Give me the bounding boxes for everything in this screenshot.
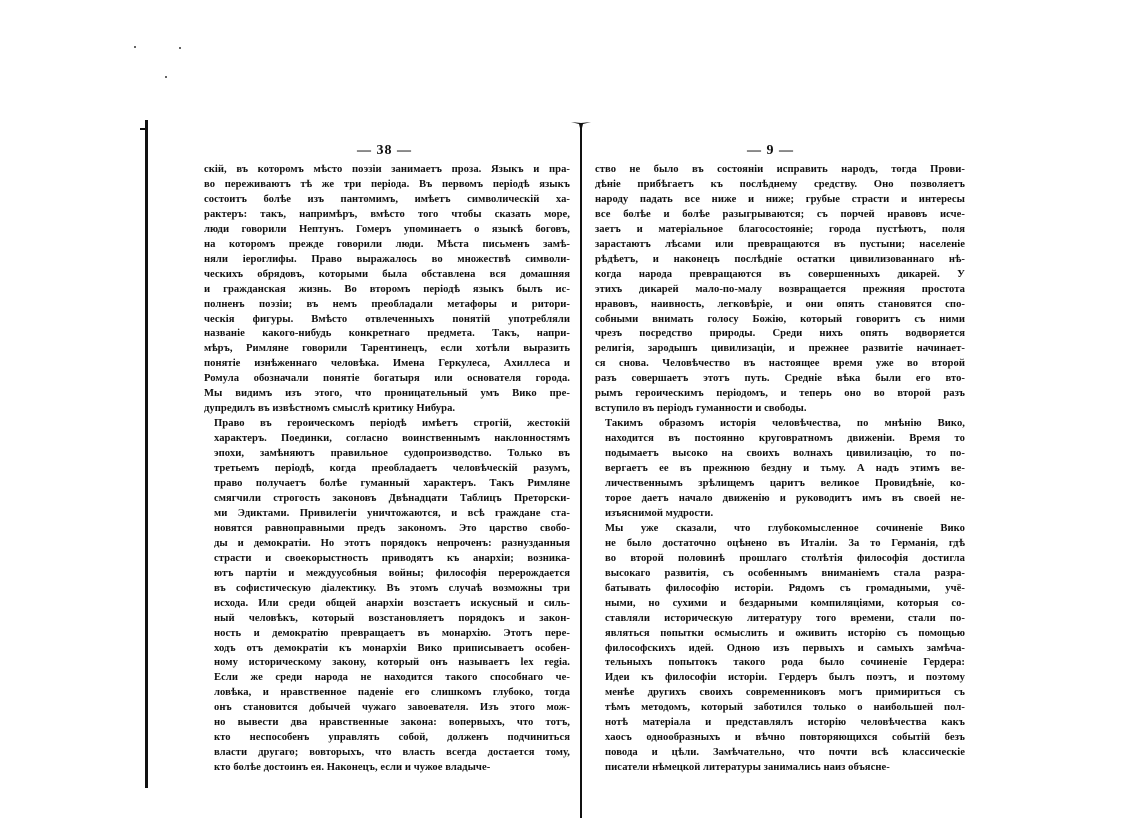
right-paragraph-1 xyxy=(595,163,965,417)
text-line: нотѣ матеріала и представлялъ исторію человѣчества какъ xyxy=(605,717,965,729)
text-line: мѣръ, Римляне говорили Тарентинецъ, если хотѣли выразить xyxy=(204,343,570,355)
text-line: философскихъ идей. Одною изъ первыхъ и самыхъ замѣча- xyxy=(605,642,965,654)
text-line: народу падать все ниже и ниже; грубые страсти и интересы xyxy=(595,193,965,205)
text-line: ность и демократію превращаетъ въ монархію. Этотъ пере- xyxy=(214,627,570,639)
text-line: ческихъ обрядовъ, которыми была обставлена вся домашняя xyxy=(204,268,570,280)
left-page-number: — 38 — xyxy=(357,143,412,158)
text-line: хаосъ однообразныхъ и вѣчно повторяющихся событій безъ xyxy=(605,732,965,744)
right-paragraph-3 xyxy=(595,522,965,776)
right-page-number: — 9 — xyxy=(747,143,794,158)
text-line: во переживаютъ тѣ же три періода. Въ первомъ періодѣ языкъ xyxy=(204,178,570,190)
text-line: Идеи къ философіи исторіи. Гердеръ былъ поэтъ, и поэтому xyxy=(605,672,965,684)
left-paragraph-2 xyxy=(204,417,570,776)
text-line: третьемъ періодѣ, когда преобладаетъ человѣческій разумъ, xyxy=(214,463,570,475)
text-line: батывать философію исторіи. Рядомъ съ громадными, учё- xyxy=(605,582,965,594)
text-line: онъ становится добычей чужаго завоевателя. Изъ этого мож- xyxy=(214,702,570,714)
text-line: рактеръ: такъ, напримѣръ, вмѣсто того чтобы сказать море, xyxy=(204,208,570,220)
text-line: понятіе изнѣженнаго человѣка. Имена Геркулеса, Ахиллеса и xyxy=(204,358,570,370)
text-line: разъ совершаетъ этотъ путь. Средніе вѣка были его вто- xyxy=(595,373,965,385)
text-line: право получаетъ болѣе гуманный характеръ. Такъ Римляне xyxy=(214,478,570,490)
text-line: названіе какого-нибудь конкретнаго предмета. Такъ, напри- xyxy=(204,328,570,340)
right-paragraph-2 xyxy=(595,417,965,522)
text-line: чрезъ посредство природы. Среди нихъ опять водворяется xyxy=(595,328,965,340)
text-line: ный человѣкъ, который возстановляетъ порядокъ и закон- xyxy=(214,612,570,624)
left-paragraph-1 xyxy=(204,163,570,417)
text-line: но вывести два нравственные закона: вопервыхъ, что тотъ, xyxy=(214,717,570,729)
text-line: ловѣка, и нравственное паденіе его слишкомъ глубоко, тогда xyxy=(214,687,570,699)
text-line: являться попытки осмыслить и оживить исторію съ помощью xyxy=(605,627,965,639)
text-line: въ софистическую діалектику. Въ этомъ случаѣ возможны три xyxy=(214,582,570,594)
left-margin-rule xyxy=(145,120,148,788)
text-line: дѣніе прибѣгаетъ къ послѣднему средству. Оно позволяетъ xyxy=(595,178,965,190)
text-line: собными внимать голосу Божію, который говоритъ съ ними xyxy=(595,313,965,325)
text-line: и гражданская жизнь. Во второмъ періодѣ языкъ былъ ис- xyxy=(204,283,570,295)
text-line: кто болѣе достоинъ ея. Наконецъ, если и чужое владыче- xyxy=(214,762,491,774)
text-line: кто неспособенъ управлять собой, долженъ подчиниться xyxy=(214,732,570,744)
text-line: зарастаютъ лѣсами или превращаются въ пустыни; населеніе xyxy=(595,238,965,250)
text-line: личественнымъ зрѣлищемъ царитъ великое Провидѣніе, ко- xyxy=(605,478,965,490)
text-line: ся снова. Человѣчество въ настоящее время уже во второй xyxy=(595,358,965,370)
text-line: этихъ дикарей мало-по-малу возвращается прежняя простота xyxy=(595,283,965,295)
text-line: заетъ и матеріальное благосостояніе; города пустѣютъ, поля xyxy=(595,223,965,235)
text-line: ходъ отъ демократіи къ монархіи Вико приписываетъ особен- xyxy=(214,642,570,654)
text-line: ство не было въ состояніи исправить народъ, тогда Прови- xyxy=(595,164,965,175)
text-line: Право въ героическомъ періодѣ имѣетъ строгій, жестокій xyxy=(214,418,570,430)
text-line: менѣе другихъ своихъ современниковъ могъ примириться съ xyxy=(605,687,965,699)
text-line: тѣмъ методомъ, который заботился только о наибольшей пол- xyxy=(605,702,965,714)
right-text-block xyxy=(595,163,965,776)
text-line: люди говорили Нептунъ. Гомеръ упоминаетъ о языкѣ боговъ, xyxy=(204,223,570,235)
text-line: тельныхъ попытокъ такого рода было сочиненіе Гердера: xyxy=(605,657,965,669)
text-line: ютъ партіи и междуусобныя войны; философія перерождается xyxy=(214,567,570,579)
text-line: исхода. Или среди общей анархіи возстаетъ искусный и силь- xyxy=(214,597,570,609)
text-line: новятся равноправными предъ закономъ. Это царство свобо- xyxy=(214,522,570,534)
text-line: подымаетъ высоко на своихъ волнахъ цивилизацію, то по- xyxy=(605,448,965,460)
text-line: Мы видимъ изъ этого, что проницательный умъ Вико пре- xyxy=(204,388,570,400)
text-line: Ромула обозначали понятіе богатыря или основателя города. xyxy=(204,373,570,385)
text-line: няли іероглифы. Право выражалось во множествѣ символи- xyxy=(204,253,570,265)
text-line: скій, въ которомъ мѣсто поэзіи занимаетъ проза. Языкъ и пра- xyxy=(204,164,570,175)
text-line: религія, зародышъ цивилизаціи, и прежнее развитіе начинает- xyxy=(595,343,965,355)
text-line: торое даетъ начало движенію и руководитъ имъ въ своей не- xyxy=(605,492,965,504)
text-line: ными, но сухими и бездарными компиляціями, которыя со- xyxy=(605,597,965,609)
text-line: когда народа превращаются въ совершенныхъ дикарей. У xyxy=(595,268,965,280)
left-text-block xyxy=(204,163,570,776)
text-line: писатели нѣмецкой литературы занимались наиз объясне- xyxy=(605,762,890,774)
scan-speck xyxy=(179,47,181,49)
text-line: характеръ. Поединки, согласно воинственнымъ наклонностямъ xyxy=(214,433,570,445)
right-page xyxy=(575,0,1140,834)
text-line: ми Эдиктами. Привилегіи уничтожаются, и всѣ граждане ста- xyxy=(214,507,570,519)
scan-speck xyxy=(165,76,167,78)
text-line: власти другаго; вовторыхъ, что власть всегда достается тому, xyxy=(214,747,570,759)
text-line: ды и демократіи. Но этотъ порядокъ непроченъ: разнузданныя xyxy=(214,537,570,549)
text-line: нравовъ, наивность, легковѣріе, и они опять становятся спо- xyxy=(595,298,965,310)
text-line: смягчили строгость законовъ Двѣнадцати Таблицъ Преторски- xyxy=(214,492,570,504)
text-line: Такимъ образомъ исторія человѣчества, по мнѣнію Вико, xyxy=(605,418,965,430)
text-line: Мы уже сказали, что глубокомысленное сочиненіе Вико xyxy=(605,522,965,534)
text-line: ческія фигуры. Вмѣсто отвлеченныхъ понятій употребляли xyxy=(204,313,570,325)
text-line: вступило въ періодъ гуманности и свободы. xyxy=(595,403,807,415)
text-line: дупредилъ въ извѣстномъ смыслѣ критику Нибура. xyxy=(204,403,456,415)
text-line: вергаетъ ее въ прежнюю бездну и тьму. А надъ этимъ ве- xyxy=(605,463,965,475)
text-line: полненъ поэзіи; въ немъ преобладали метафоры и ритори- xyxy=(204,298,570,310)
text-line: состоитъ болѣе изъ пантомимъ, имѣетъ символическій ха- xyxy=(204,193,570,205)
text-line: не было достаточно оцѣнено въ Италіи. За то Германія, гдѣ xyxy=(605,537,965,549)
text-line: находится въ постоянно круговратномъ движеніи. Время то xyxy=(605,433,965,445)
text-line: Если же среди народа не находится такого способнаго че- xyxy=(214,672,570,684)
text-line: повода и цѣли. Замѣчательно, что почти всѣ классическіе xyxy=(605,747,965,759)
text-line: ставляли историческую литературу того времени, стали по- xyxy=(605,612,965,624)
text-line: во второй половинѣ прошлаго столѣтія философія достигла xyxy=(605,552,965,564)
scan-speck xyxy=(134,46,136,48)
text-line: рѣдѣетъ, и наконецъ послѣдніе остатки цивилизованнаго нѣ- xyxy=(595,253,965,265)
text-line: страсти и своекорыстность приводятъ къ анархіи; возника- xyxy=(214,552,570,564)
text-line: все болѣе и болѣе разыгрываются; съ порчей нравовъ исче- xyxy=(595,208,965,220)
text-line: эпохи, замѣняютъ правильное судопроизводство. Только въ xyxy=(214,448,570,460)
text-line: изъяснимой мудрости. xyxy=(605,507,714,519)
text-line: ному историческому закону, который онъ называетъ lex regia. xyxy=(214,657,570,669)
left-margin-rule-tick xyxy=(140,128,146,130)
text-line: рымъ героическимъ періодомъ, и теперь оно во второй разъ xyxy=(595,388,965,400)
text-line: высокаго развитія, съ особеннымъ вниманіемъ стала разра- xyxy=(605,567,965,579)
text-line: на которомъ прежде говорили люди. Мѣста письменъ замѣ- xyxy=(204,238,570,250)
